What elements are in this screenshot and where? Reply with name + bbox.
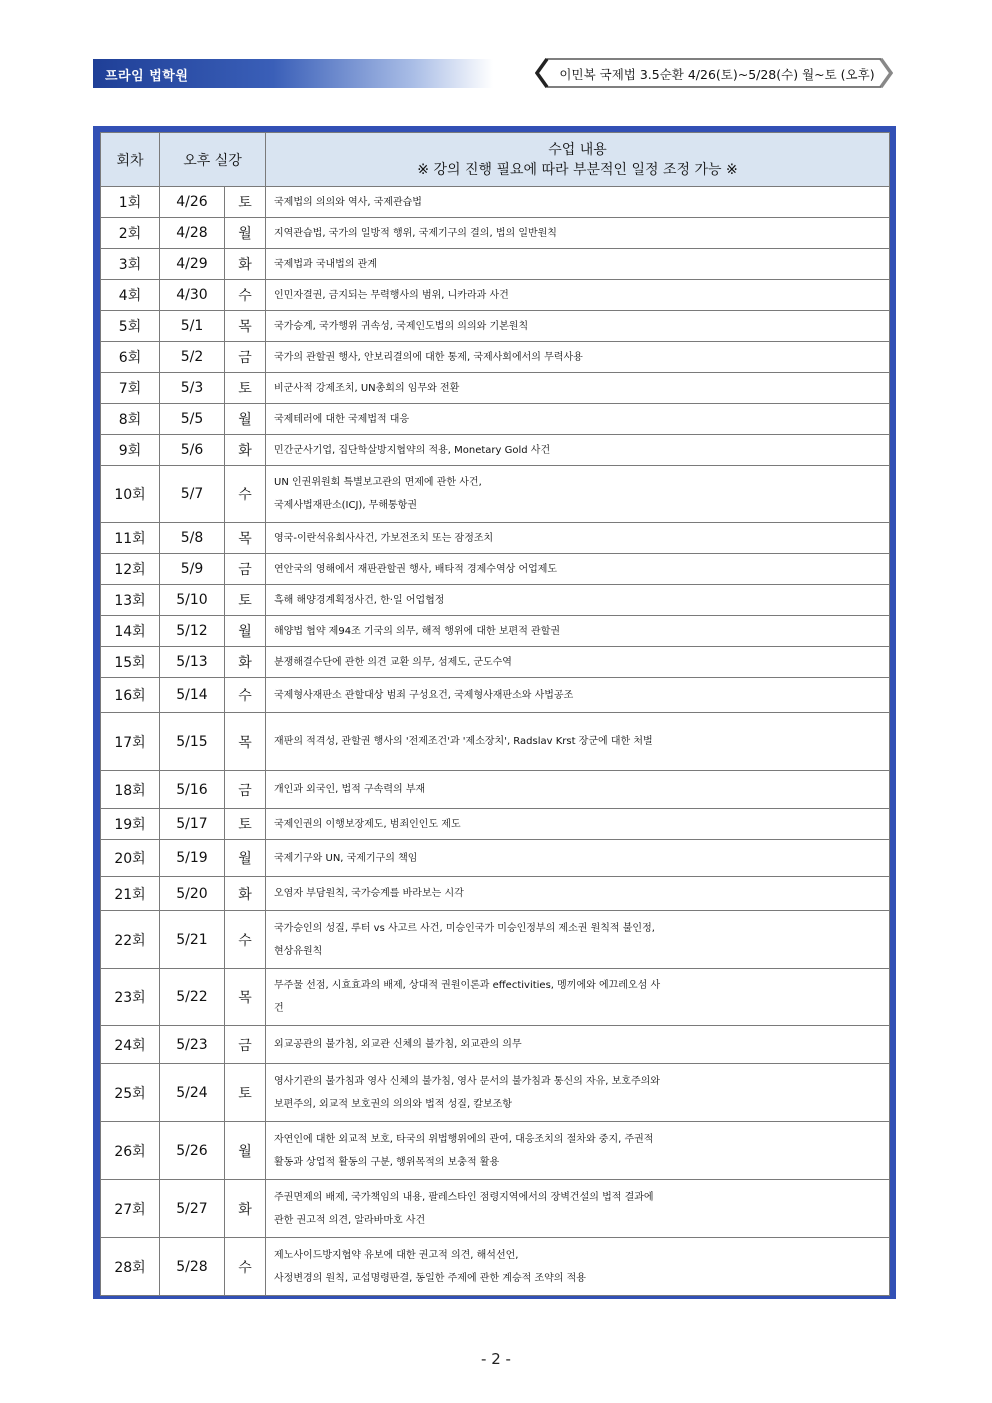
- content-line: 국가승계, 국가행위 귀속성, 국제인도법의 의의와 기본원칙: [274, 320, 529, 332]
- content-cell: [266, 1064, 890, 1122]
- content-cell: [266, 280, 890, 311]
- table-row: [101, 1238, 890, 1296]
- date-cell: 5/28: [160, 1238, 225, 1296]
- day-cell: 토: [225, 809, 266, 840]
- date-cell: 5/1: [160, 311, 225, 342]
- day-cell: 월: [225, 404, 266, 435]
- day-cell: 수: [225, 466, 266, 523]
- header-row: [101, 133, 890, 187]
- date-cell: 5/19: [160, 840, 225, 877]
- date-cell: 5/6: [160, 435, 225, 466]
- content-cell: [266, 435, 890, 466]
- date-cell: 5/10: [160, 585, 225, 616]
- header-session: 회차: [101, 133, 160, 187]
- content-line: 재판의 적격성, 관할권 행사의 '전제조건'과 '제소장치', Radslav Krst 장군에 대한 처벌: [274, 736, 653, 747]
- date-cell: 4/26: [160, 187, 225, 218]
- content-line: 영국-이란석유회사사건, 가보전조치 또는 잠정조치: [274, 532, 494, 544]
- content-line: 국가의 관할권 행사, 안보리결의에 대한 통제, 국제사회에서의 무력사용: [274, 351, 583, 363]
- day-cell: 목: [225, 311, 266, 342]
- table-row: [101, 554, 890, 585]
- content-line: 보편주의, 외교적 보호권의 의의와 법적 성질, 칼보조항: [274, 1098, 512, 1110]
- table-row: [101, 840, 890, 877]
- table-row: [101, 678, 890, 713]
- day-cell: 금: [225, 771, 266, 809]
- day-cell: 토: [225, 187, 266, 218]
- session-cell: 18회: [101, 771, 160, 809]
- day-cell: 목: [225, 523, 266, 554]
- table-row: [101, 311, 890, 342]
- content-cell: [266, 187, 890, 218]
- content-cell: [266, 218, 890, 249]
- content-line: 지역관습법, 국가의 일방적 행위, 국제기구의 결의, 법의 일반원칙: [274, 227, 557, 239]
- date-cell: 5/5: [160, 404, 225, 435]
- session-cell: 19회: [101, 809, 160, 840]
- table-row: [101, 647, 890, 678]
- date-cell: 5/12: [160, 616, 225, 647]
- session-cell: 25회: [101, 1064, 160, 1122]
- day-cell: 금: [225, 342, 266, 373]
- date-cell: 4/28: [160, 218, 225, 249]
- table-row: [101, 771, 890, 809]
- date-cell: 5/20: [160, 877, 225, 911]
- content-line: 국가승인의 성질, 루터 vs 사고르 사건, 미승인국가 미승인정부의 제소권 원칙적 불인정,: [274, 922, 655, 934]
- table-row: [101, 616, 890, 647]
- content-cell: [266, 585, 890, 616]
- course-title: 이민복 국제법 3.5순환 4/26(토)~5/28(수) 월~토 (오후): [559, 67, 875, 82]
- content-cell: [266, 911, 890, 969]
- content-line: 관한 권고적 의견, 알라바마호 사건: [274, 1214, 426, 1226]
- content-cell: [266, 809, 890, 840]
- date-cell: 5/27: [160, 1180, 225, 1238]
- content-line: 국제법과 국내법의 관계: [274, 258, 377, 270]
- table-row: [101, 1064, 890, 1122]
- session-cell: 24회: [101, 1026, 160, 1064]
- content-cell: [266, 466, 890, 523]
- content-cell: [266, 969, 890, 1026]
- content-line: 건: [274, 1003, 284, 1014]
- session-cell: 26회: [101, 1122, 160, 1180]
- table-row: [101, 1026, 890, 1064]
- session-cell: 12회: [101, 554, 160, 585]
- content-line: 주권면제의 배제, 국가책임의 내용, 팔레스타인 점령지역에서의 장벽건설의 법적 결과에: [274, 1191, 654, 1203]
- day-cell: 수: [225, 1238, 266, 1296]
- session-cell: 1회: [101, 187, 160, 218]
- table-row: [101, 466, 890, 523]
- day-cell: 토: [225, 373, 266, 404]
- content-line: 민간군사기업, 집단학살방지협약의 적용, Monetary Gold 사건: [274, 444, 551, 456]
- day-cell: 화: [225, 877, 266, 911]
- date-cell: 5/8: [160, 523, 225, 554]
- day-cell: 월: [225, 1122, 266, 1180]
- content-line: 국제형사재판소 관할대상 범죄 구성요건, 국제형사재판소와 사법공조: [274, 689, 574, 701]
- session-cell: 21회: [101, 877, 160, 911]
- table-row: [101, 187, 890, 218]
- session-cell: 3회: [101, 249, 160, 280]
- table-row: [101, 713, 890, 771]
- day-cell: 목: [225, 969, 266, 1026]
- date-cell: 5/9: [160, 554, 225, 585]
- table-row: [101, 280, 890, 311]
- table-row: [101, 877, 890, 911]
- content-line: 국제사법재판소(ICJ), 무해통항권: [274, 500, 417, 511]
- day-cell: 화: [225, 1180, 266, 1238]
- content-cell: [266, 713, 890, 771]
- date-cell: 5/7: [160, 466, 225, 523]
- day-cell: 토: [225, 585, 266, 616]
- content-line: 제노사이드방지협약 유보에 대한 권고적 의견, 해석선언,: [274, 1249, 519, 1261]
- session-cell: 20회: [101, 840, 160, 877]
- session-cell: 15회: [101, 647, 160, 678]
- day-cell: 수: [225, 678, 266, 713]
- date-cell: 5/24: [160, 1064, 225, 1122]
- content-line: 영사기관의 불가침과 영사 신체의 불가침, 영사 문서의 불가침과 통신의 자유, 보호주의와: [274, 1075, 660, 1087]
- content-line: 국제테러에 대한 국제법적 대응: [274, 413, 410, 425]
- content-line: 활동과 상업적 활동의 구분, 행위목적의 보충적 활용: [274, 1156, 500, 1168]
- content-cell: [266, 404, 890, 435]
- table-row: [101, 911, 890, 969]
- session-cell: 4회: [101, 280, 160, 311]
- content-line: 외교공관의 불가침, 외교관 신체의 불가침, 외교관의 의무: [274, 1039, 522, 1050]
- course-banner: [535, 57, 893, 89]
- content-cell: [266, 678, 890, 713]
- session-cell: 23회: [101, 969, 160, 1026]
- session-cell: 5회: [101, 311, 160, 342]
- day-cell: 수: [225, 911, 266, 969]
- date-cell: 5/13: [160, 647, 225, 678]
- content-cell: [266, 1122, 890, 1180]
- content-cell: [266, 1026, 890, 1064]
- date-cell: 5/3: [160, 373, 225, 404]
- session-cell: 9회: [101, 435, 160, 466]
- day-cell: 월: [225, 218, 266, 249]
- session-cell: 2회: [101, 218, 160, 249]
- session-cell: 10회: [101, 466, 160, 523]
- session-cell: 7회: [101, 373, 160, 404]
- date-cell: 5/14: [160, 678, 225, 713]
- table-row: [101, 249, 890, 280]
- content-cell: [266, 249, 890, 280]
- day-cell: 토: [225, 1064, 266, 1122]
- table-row: [101, 523, 890, 554]
- table-row: [101, 404, 890, 435]
- content-line: 인민자결권, 금지되는 무력행사의 범위, 니카라과 사건: [274, 289, 509, 301]
- table-row: [101, 435, 890, 466]
- content-line: 사정변경의 원칙, 교섭명령판결, 동일한 주제에 관한 계승적 조약의 적용: [274, 1272, 586, 1284]
- content-line: 자연인에 대한 외교적 보호, 타국의 위법행위에의 관여, 대응조치의 절차와 중지, 주권적: [274, 1133, 654, 1145]
- session-cell: 17회: [101, 713, 160, 771]
- day-cell: 수: [225, 280, 266, 311]
- page-number: - 2 -: [481, 1350, 511, 1368]
- content-cell: [266, 840, 890, 877]
- table-row: [101, 1180, 890, 1238]
- header-content: [266, 133, 890, 187]
- content-cell: [266, 1238, 890, 1296]
- session-cell: 14회: [101, 616, 160, 647]
- day-cell: 화: [225, 435, 266, 466]
- session-cell: 16회: [101, 678, 160, 713]
- session-cell: 13회: [101, 585, 160, 616]
- content-line: 국제기구와 UN, 국제기구의 책임: [274, 852, 418, 864]
- date-cell: 5/16: [160, 771, 225, 809]
- schedule-frame: [93, 126, 896, 1299]
- session-cell: 6회: [101, 342, 160, 373]
- content-line: 국제법의 의의와 역사, 국제관습법: [274, 196, 422, 208]
- table-row: [101, 809, 890, 840]
- day-cell: 금: [225, 1026, 266, 1064]
- content-line: 오염자 부담원칙, 국가승계를 바라보는 시각: [274, 888, 464, 899]
- content-cell: [266, 877, 890, 911]
- date-cell: 5/26: [160, 1122, 225, 1180]
- content-line: 개인과 외국인, 법적 구속력의 부재: [274, 784, 426, 795]
- content-line: 무주물 선점, 시효효과의 배제, 상대적 권원이론과 effectivities, 멩끼에와 에끄레오섬 사: [274, 980, 661, 991]
- day-cell: 월: [225, 616, 266, 647]
- content-line: 흑해 해양경계획정사건, 한·일 어업협정: [274, 594, 445, 606]
- table-row: [101, 373, 890, 404]
- table-row: [101, 218, 890, 249]
- day-cell: 화: [225, 647, 266, 678]
- content-cell: [266, 616, 890, 647]
- table-row: [101, 969, 890, 1026]
- header-content-title: 수업 내용: [548, 141, 607, 158]
- date-cell: 4/30: [160, 280, 225, 311]
- content-line: 연안국의 영해에서 재판관할권 행사, 배타적 경제수역상 어업제도: [274, 563, 558, 575]
- day-cell: 목: [225, 713, 266, 771]
- day-cell: 월: [225, 840, 266, 877]
- date-cell: 5/23: [160, 1026, 225, 1064]
- content-line: 분쟁해결수단에 관한 의견 교환 의무, 섬제도, 군도수역: [274, 656, 512, 668]
- date-cell: 5/22: [160, 969, 225, 1026]
- date-cell: 5/15: [160, 713, 225, 771]
- table-row: [101, 342, 890, 373]
- content-line: 현상유원칙: [274, 945, 323, 957]
- content-cell: [266, 342, 890, 373]
- date-cell: 4/29: [160, 249, 225, 280]
- day-cell: 화: [225, 249, 266, 280]
- content-cell: [266, 1180, 890, 1238]
- day-cell: 금: [225, 554, 266, 585]
- content-line: 비군사적 강제조치, UN총회의 임무와 전환: [274, 382, 460, 394]
- academy-banner: [93, 59, 493, 88]
- content-line: UN 인권위원회 특별보고관의 면제에 관한 사건,: [274, 477, 482, 488]
- session-cell: 8회: [101, 404, 160, 435]
- table-row: [101, 1122, 890, 1180]
- table-row: [101, 585, 890, 616]
- header-content-note: ※ 강의 진행 필요에 따라 부분적인 일정 조정 가능 ※: [417, 161, 738, 178]
- content-cell: [266, 311, 890, 342]
- content-cell: [266, 554, 890, 585]
- session-cell: 11회: [101, 523, 160, 554]
- content-line: 국제인권의 이행보장제도, 범죄인인도 제도: [274, 818, 461, 830]
- content-cell: [266, 373, 890, 404]
- date-cell: 5/21: [160, 911, 225, 969]
- header-schedule: 오후 실강: [160, 133, 266, 187]
- academy-name: 프라임 법학원: [105, 69, 189, 84]
- date-cell: 5/17: [160, 809, 225, 840]
- schedule-table: [100, 132, 890, 1296]
- session-cell: 22회: [101, 911, 160, 969]
- content-line: 해양법 협약 제94조 기국의 의무, 해적 행위에 대한 보편적 관할권: [274, 625, 561, 637]
- content-cell: [266, 647, 890, 678]
- date-cell: 5/2: [160, 342, 225, 373]
- content-cell: [266, 523, 890, 554]
- session-cell: 28회: [101, 1238, 160, 1296]
- content-cell: [266, 771, 890, 809]
- session-cell: 27회: [101, 1180, 160, 1238]
